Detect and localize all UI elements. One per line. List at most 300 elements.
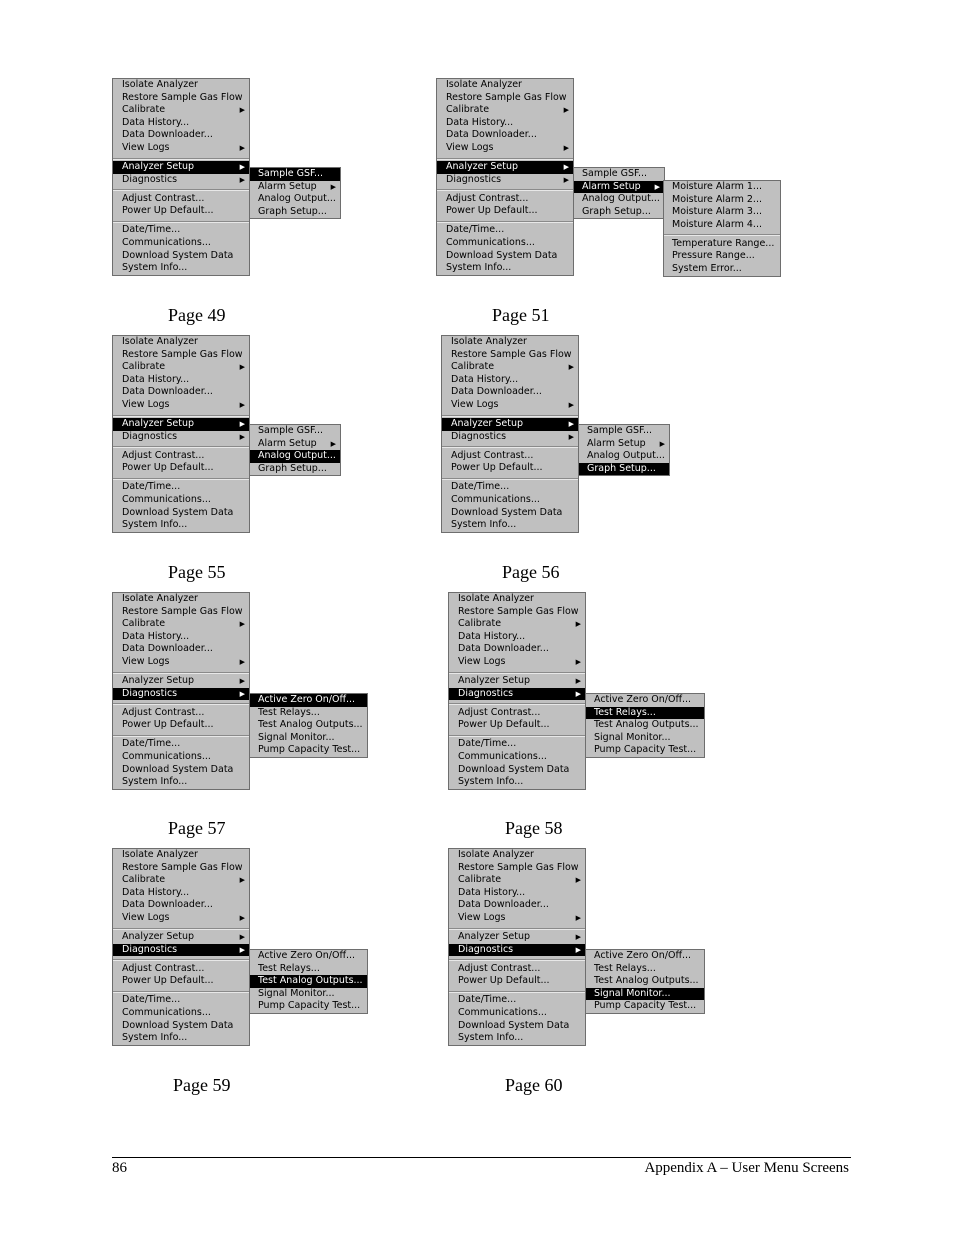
menu-item-diagnostics[interactable] — [442, 431, 578, 444]
menu-item-label: Data History... — [446, 116, 514, 128]
menu-item-label: Data Downloader... — [122, 386, 213, 398]
submenu-arrow-icon: ▶ — [563, 175, 569, 184]
submenu-arrow-icon: ▶ — [575, 620, 581, 629]
menu-item-label: Graph Setup... — [258, 205, 327, 217]
menu-item-data-downloader[interactable] — [442, 386, 578, 399]
menu-item-communications[interactable] — [449, 1007, 585, 1020]
diag-submenu — [249, 949, 368, 1014]
menu-item-label: View Logs — [122, 398, 170, 410]
menu-item-view-logs[interactable] — [449, 912, 585, 925]
menu-item-data-downloader[interactable] — [449, 643, 585, 656]
menu-item-moisture-alarm-2[interactable] — [664, 194, 780, 207]
submenu-arrow-icon: ▶ — [330, 182, 336, 191]
submenu-arrow-icon: ▶ — [239, 689, 245, 698]
menu-item-communications[interactable] — [113, 237, 249, 250]
menu-item-label: Power Up Default... — [458, 975, 550, 987]
menu-item-adjust-contrast[interactable] — [113, 193, 249, 206]
menu-item-alarm-setup[interactable] — [250, 181, 340, 194]
menu-item-system-info[interactable] — [113, 1032, 249, 1045]
menu-item-analog-output[interactable] — [574, 193, 664, 206]
menu-item-label: Adjust Contrast... — [122, 962, 205, 974]
menu-item-diagnostics[interactable] — [113, 174, 249, 187]
menu-item-label: Calibrate — [451, 361, 495, 373]
menu-item-date-time[interactable] — [113, 481, 249, 494]
menu-item-alarm-setup[interactable] — [579, 438, 669, 451]
menu-item-communications[interactable] — [113, 1007, 249, 1020]
menu-item-label: Isolate Analyzer — [458, 593, 534, 604]
menu-item-label: Adjust Contrast... — [451, 449, 534, 461]
menu-item-power-up-default[interactable] — [437, 205, 573, 218]
menu-item-data-downloader[interactable] — [449, 899, 585, 912]
menu-item-power-up-default[interactable] — [113, 462, 249, 475]
menu-item-label: Test Analog Outputs... — [258, 975, 363, 987]
menu-item-label: Communications... — [122, 751, 211, 763]
menu-item-test-analog-outputs[interactable] — [250, 719, 367, 732]
menu-item-label: Diagnostics — [122, 687, 178, 699]
menu-item-adjust-contrast[interactable] — [449, 963, 585, 976]
menu-item-moisture-alarm-3[interactable] — [664, 206, 780, 219]
menu-item-label: Date/Time... — [458, 994, 517, 1006]
menu-item-pump-capacity-test[interactable] — [250, 1000, 367, 1013]
menu-item-graph-setup[interactable] — [574, 206, 664, 219]
menu-item-data-history[interactable] — [113, 887, 249, 900]
menu-item-label: Test Relays... — [258, 706, 320, 718]
submenu-arrow-icon: ▶ — [575, 933, 581, 942]
submenu-arrow-icon: ▶ — [330, 439, 336, 448]
menu-item-label: View Logs — [122, 655, 170, 667]
submenu-arrow-icon: ▶ — [563, 143, 569, 152]
menu-item-label: Adjust Contrast... — [122, 192, 205, 204]
menu-item-label: Moisture Alarm 1... — [672, 181, 762, 192]
menu-item-label: Communications... — [451, 494, 540, 506]
menu-item-power-up-default[interactable] — [449, 719, 585, 732]
menu-item-date-time[interactable] — [449, 738, 585, 751]
figure-caption: Page 55 — [168, 562, 226, 582]
figure-caption: Page 49 — [168, 305, 226, 325]
menu-item-label: Adjust Contrast... — [458, 706, 541, 718]
main-menu — [448, 592, 586, 790]
menu-item-signal-monitor[interactable] — [586, 988, 704, 1001]
menu-item-label: Analyzer Setup — [122, 675, 195, 687]
menu-item-power-up-default[interactable] — [113, 719, 249, 732]
menu-item-download-system-data[interactable] — [113, 507, 249, 520]
menu-item-analyzer-setup[interactable] — [449, 931, 585, 944]
menu-item-label: Download System Data — [122, 249, 234, 261]
menu-item-system-info[interactable] — [449, 776, 585, 789]
menu-item-restore-sample-gas-flow[interactable] — [113, 349, 249, 362]
menu-item-data-downloader[interactable] — [437, 129, 573, 142]
menu-item-label: Adjust Contrast... — [446, 192, 529, 204]
menu-item-data-downloader[interactable] — [113, 899, 249, 912]
menu-item-label: Data Downloader... — [458, 899, 549, 911]
submenu-arrow-icon: ▶ — [575, 677, 581, 686]
menu-item-date-time[interactable] — [437, 224, 573, 237]
main-menu — [112, 848, 250, 1046]
menu-item-label: Download System Data — [451, 506, 563, 518]
menu-item-label: Test Analog Outputs... — [594, 975, 699, 987]
menu-item-label: Download System Data — [122, 763, 234, 775]
menu-item-label: Analyzer Setup — [122, 418, 195, 430]
menu-item-data-history[interactable] — [449, 887, 585, 900]
menu-item-adjust-contrast[interactable] — [437, 193, 573, 206]
menu-item-sample-gsf[interactable] — [579, 425, 669, 438]
menu-item-isolate-analyzer[interactable] — [449, 849, 585, 862]
menu-item-analyzer-setup[interactable] — [113, 675, 249, 688]
menu-item-label: Download System Data — [122, 506, 234, 518]
menu-item-sample-gsf[interactable] — [574, 168, 664, 181]
main-menu — [436, 78, 574, 276]
menu-item-label: Data History... — [122, 630, 190, 642]
menu-item-label: View Logs — [458, 655, 506, 667]
menu-item-graph-setup[interactable] — [250, 463, 340, 476]
menu-item-restore-sample-gas-flow[interactable] — [113, 862, 249, 875]
menu-item-communications[interactable] — [442, 494, 578, 507]
menu-item-diagnostics[interactable] — [113, 431, 249, 444]
menu-item-system-info[interactable] — [437, 262, 573, 275]
menu-item-system-info[interactable] — [113, 519, 249, 532]
menu-item-diagnostics[interactable] — [113, 688, 249, 701]
menu-item-date-time[interactable] — [113, 994, 249, 1007]
menu-item-restore-sample-gas-flow[interactable] — [442, 349, 578, 362]
menu-item-label: Power Up Default... — [122, 462, 214, 474]
menu-item-isolate-analyzer[interactable] — [113, 79, 249, 92]
menu-item-label: Test Analog Outputs... — [594, 719, 699, 731]
submenu-arrow-icon: ▶ — [659, 439, 665, 448]
submenu-arrow-icon: ▶ — [239, 657, 245, 666]
menu-item-diagnostics[interactable] — [449, 944, 585, 957]
menu-item-label: Isolate Analyzer — [122, 79, 198, 90]
menu-item-temperature-range[interactable] — [664, 238, 780, 251]
footer-section-title: Appendix A – User Menu Screens — [644, 1160, 849, 1176]
menu-item-download-system-data[interactable] — [442, 507, 578, 520]
menu-item-system-info[interactable] — [113, 262, 249, 275]
menu-item-label: Isolate Analyzer — [122, 336, 198, 347]
submenu-arrow-icon: ▶ — [575, 876, 581, 885]
menu-item-view-logs[interactable] — [113, 142, 249, 155]
menu-item-label: Download System Data — [458, 1019, 570, 1031]
menu-item-calibrate[interactable] — [113, 618, 249, 631]
menu-item-data-downloader[interactable] — [113, 129, 249, 142]
menu-item-signal-monitor[interactable] — [250, 732, 367, 745]
menu-item-test-analog-outputs[interactable] — [586, 719, 704, 732]
menu-item-isolate-analyzer[interactable] — [113, 336, 249, 349]
menu-item-view-logs[interactable] — [113, 656, 249, 669]
menu-item-download-system-data[interactable] — [113, 1020, 249, 1033]
menu-item-label: Moisture Alarm 2... — [672, 193, 762, 205]
main-menu — [448, 848, 586, 1046]
menu-item-adjust-contrast[interactable] — [113, 450, 249, 463]
menu-item-label: Pressure Range... — [672, 250, 755, 262]
menu-item-analyzer-setup[interactable] — [442, 418, 578, 431]
footer-page-number: 86 — [112, 1160, 127, 1176]
menu-item-active-zero-on-off[interactable] — [250, 950, 367, 963]
menu-item-label: Communications... — [458, 751, 547, 763]
menu-item-label: Adjust Contrast... — [122, 449, 205, 461]
menu-item-analyzer-setup[interactable] — [113, 931, 249, 944]
menu-item-isolate-analyzer[interactable] — [113, 849, 249, 862]
submenu-arrow-icon: ▶ — [575, 689, 581, 698]
menu-item-test-relays[interactable] — [250, 963, 367, 976]
menu-item-label: Power Up Default... — [446, 205, 538, 217]
menu-item-analog-output[interactable] — [250, 450, 340, 463]
submenu-arrow-icon: ▶ — [575, 913, 581, 922]
menu-item-isolate-analyzer[interactable] — [449, 593, 585, 606]
submenu-arrow-icon: ▶ — [239, 933, 245, 942]
menu-item-label: Analyzer Setup — [458, 675, 531, 687]
menu-item-pump-capacity-test[interactable] — [250, 744, 367, 757]
menu-item-label: Calibrate — [122, 618, 166, 630]
menu-item-system-info[interactable] — [113, 776, 249, 789]
menu-item-download-system-data[interactable] — [437, 250, 573, 263]
menu-item-label: Analyzer Setup — [122, 161, 195, 173]
menu-item-label: Power Up Default... — [122, 205, 214, 217]
menu-item-label: Power Up Default... — [122, 719, 214, 731]
menu-item-label: Graph Setup... — [258, 462, 327, 474]
menu-item-label: Data History... — [122, 886, 190, 898]
submenu-arrow-icon: ▶ — [568, 363, 574, 372]
menu-item-test-relays[interactable] — [586, 707, 704, 720]
menu-item-data-downloader[interactable] — [113, 386, 249, 399]
menu-item-label: Adjust Contrast... — [122, 706, 205, 718]
menu-item-isolate-analyzer[interactable] — [113, 593, 249, 606]
menu-item-calibrate[interactable] — [113, 361, 249, 374]
menu-item-view-logs[interactable] — [449, 656, 585, 669]
submenu-arrow-icon: ▶ — [568, 420, 574, 429]
menu-item-label: Sample GSF... — [582, 168, 648, 179]
menu-item-adjust-contrast[interactable] — [442, 450, 578, 463]
menu-item-calibrate[interactable] — [449, 874, 585, 887]
main-menu — [112, 592, 250, 790]
menu-item-analyzer-setup[interactable] — [113, 161, 249, 174]
figure-caption: Page 56 — [502, 562, 560, 582]
menu-item-system-info[interactable] — [442, 519, 578, 532]
menu-item-pump-capacity-test[interactable] — [586, 1000, 704, 1013]
menu-item-communications[interactable] — [113, 494, 249, 507]
footer-rule — [112, 1157, 851, 1158]
menu-item-graph-setup[interactable] — [250, 206, 340, 219]
menu-item-label: Restore Sample Gas Flow — [458, 861, 579, 873]
menu-item-date-time[interactable] — [442, 481, 578, 494]
menu-item-label: Calibrate — [458, 874, 502, 886]
menu-item-pump-capacity-test[interactable] — [586, 744, 704, 757]
menu-item-label: Moisture Alarm 3... — [672, 206, 762, 218]
menu-item-calibrate[interactable] — [442, 361, 578, 374]
menu-item-download-system-data[interactable] — [449, 764, 585, 777]
menu-item-moisture-alarm-1[interactable] — [664, 181, 780, 194]
menu-item-test-relays[interactable] — [250, 707, 367, 720]
menu-item-data-history[interactable] — [113, 374, 249, 387]
menu-item-label: Alarm Setup — [587, 437, 646, 449]
menu-item-label: Date/Time... — [446, 224, 505, 236]
menu-item-label: Communications... — [122, 1007, 211, 1019]
figure-caption: Page 57 — [168, 818, 226, 838]
menu-item-label: Test Relays... — [258, 962, 320, 974]
menu-item-label: Signal Monitor... — [594, 987, 671, 999]
menu-item-label: Data Downloader... — [122, 129, 213, 141]
menu-item-label: Temperature Range... — [672, 237, 775, 249]
menu-item-communications[interactable] — [437, 237, 573, 250]
menu-item-signal-monitor[interactable] — [586, 732, 704, 745]
menu-item-adjust-contrast[interactable] — [449, 707, 585, 720]
menu-item-download-system-data[interactable] — [449, 1020, 585, 1033]
menu-item-analyzer-setup[interactable] — [437, 161, 573, 174]
menu-item-label: Power Up Default... — [122, 975, 214, 987]
menu-item-label: Data History... — [122, 373, 190, 385]
setup-submenu — [249, 424, 341, 476]
menu-item-label: Data Downloader... — [446, 129, 537, 141]
menu-item-label: Power Up Default... — [451, 462, 543, 474]
menu-item-label: Isolate Analyzer — [451, 336, 527, 347]
menu-item-label: View Logs — [122, 911, 170, 923]
menu-item-power-up-default[interactable] — [113, 205, 249, 218]
menu-item-label: Data History... — [458, 630, 526, 642]
menu-item-view-logs[interactable] — [113, 912, 249, 925]
menu-item-label: Isolate Analyzer — [122, 593, 198, 604]
menu-item-label: Sample GSF... — [587, 425, 653, 436]
menu-item-view-logs[interactable] — [113, 399, 249, 412]
menu-item-restore-sample-gas-flow[interactable] — [449, 862, 585, 875]
menu-item-label: Analyzer Setup — [446, 161, 519, 173]
menu-item-label: Signal Monitor... — [258, 731, 335, 743]
menu-item-diagnostics[interactable] — [113, 944, 249, 957]
menu-item-diagnostics[interactable] — [437, 174, 573, 187]
menu-item-communications[interactable] — [113, 751, 249, 764]
menu-item-label: Diagnostics — [458, 943, 514, 955]
menu-item-analog-output[interactable] — [579, 450, 669, 463]
menu-item-label: Data Downloader... — [451, 386, 542, 398]
menu-item-restore-sample-gas-flow[interactable] — [449, 606, 585, 619]
menu-item-active-zero-on-off[interactable] — [586, 950, 704, 963]
menu-item-test-relays[interactable] — [586, 963, 704, 976]
menu-item-isolate-analyzer[interactable] — [437, 79, 573, 92]
menu-item-date-time[interactable] — [113, 224, 249, 237]
alarm-submenu — [663, 180, 781, 277]
menu-item-view-logs[interactable] — [437, 142, 573, 155]
menu-item-label: Power Up Default... — [458, 719, 550, 731]
menu-item-label: Pump Capacity Test... — [594, 1000, 697, 1012]
menu-item-calibrate[interactable] — [113, 874, 249, 887]
menu-item-analog-output[interactable] — [250, 193, 340, 206]
menu-item-data-history[interactable] — [113, 117, 249, 130]
menu-item-active-zero-on-off[interactable] — [586, 694, 704, 707]
menu-item-moisture-alarm-4[interactable] — [664, 219, 780, 232]
menu-item-active-zero-on-off[interactable] — [250, 694, 367, 707]
menu-item-label: Analog Output... — [258, 193, 336, 205]
menu-item-download-system-data[interactable] — [113, 764, 249, 777]
menu-item-power-up-default[interactable] — [113, 975, 249, 988]
menu-item-power-up-default[interactable] — [449, 975, 585, 988]
menu-item-label: Test Relays... — [594, 706, 656, 718]
menu-item-alarm-setup[interactable] — [250, 438, 340, 451]
menu-item-label: Isolate Analyzer — [458, 849, 534, 860]
menu-item-isolate-analyzer[interactable] — [442, 336, 578, 349]
submenu-arrow-icon: ▶ — [568, 400, 574, 409]
menu-item-download-system-data[interactable] — [113, 250, 249, 263]
menu-item-data-history[interactable] — [449, 631, 585, 644]
menu-item-label: Analyzer Setup — [451, 418, 524, 430]
menu-item-diagnostics[interactable] — [449, 688, 585, 701]
menu-item-system-info[interactable] — [449, 1032, 585, 1045]
menu-item-restore-sample-gas-flow[interactable] — [113, 92, 249, 105]
menu-item-sample-gsf[interactable] — [250, 425, 340, 438]
setup-submenu — [249, 167, 341, 219]
menu-item-adjust-contrast[interactable] — [113, 707, 249, 720]
menu-item-label: Analog Output... — [587, 450, 665, 462]
menu-item-restore-sample-gas-flow[interactable] — [113, 606, 249, 619]
menu-item-analyzer-setup[interactable] — [113, 418, 249, 431]
menu-item-label: Communications... — [122, 237, 211, 249]
menu-item-analyzer-setup[interactable] — [449, 675, 585, 688]
submenu-arrow-icon: ▶ — [239, 913, 245, 922]
menu-item-label: Date/Time... — [458, 738, 517, 750]
main-menu — [112, 335, 250, 533]
menu-item-label: Date/Time... — [122, 481, 181, 493]
menu-item-adjust-contrast[interactable] — [113, 963, 249, 976]
menu-item-pressure-range[interactable] — [664, 250, 780, 263]
menu-item-data-history[interactable] — [437, 117, 573, 130]
menu-item-label: Restore Sample Gas Flow — [122, 348, 243, 360]
menu-item-communications[interactable] — [449, 751, 585, 764]
menu-item-label: View Logs — [451, 398, 499, 410]
figure-caption: Page 58 — [505, 818, 563, 838]
menu-item-calibrate[interactable] — [449, 618, 585, 631]
menu-item-label: Calibrate — [446, 104, 490, 116]
menu-item-restore-sample-gas-flow[interactable] — [437, 92, 573, 105]
menu-item-label: Restore Sample Gas Flow — [446, 91, 567, 103]
menu-item-label: Pump Capacity Test... — [594, 744, 697, 756]
menu-item-label: Calibrate — [122, 361, 166, 373]
menu-item-data-downloader[interactable] — [113, 643, 249, 656]
menu-item-system-error[interactable] — [664, 263, 780, 276]
menu-item-test-analog-outputs[interactable] — [250, 975, 367, 988]
menu-item-data-history[interactable] — [113, 631, 249, 644]
menu-item-label: Communications... — [446, 237, 535, 249]
menu-item-graph-setup[interactable] — [579, 463, 669, 476]
menu-item-alarm-setup[interactable] — [574, 181, 664, 194]
diag-submenu — [249, 693, 368, 758]
menu-item-label: Restore Sample Gas Flow — [122, 605, 243, 617]
menu-item-date-time[interactable] — [449, 994, 585, 1007]
menu-item-label: Isolate Analyzer — [446, 79, 522, 90]
menu-item-test-analog-outputs[interactable] — [586, 975, 704, 988]
menu-item-calibrate[interactable] — [437, 104, 573, 117]
menu-item-date-time[interactable] — [113, 738, 249, 751]
menu-item-label: Date/Time... — [451, 481, 510, 493]
menu-item-calibrate[interactable] — [113, 104, 249, 117]
menu-item-label: Diagnostics — [451, 430, 507, 442]
menu-item-label: Analyzer Setup — [458, 931, 531, 943]
diag-submenu — [585, 949, 705, 1014]
menu-item-sample-gsf[interactable] — [250, 168, 340, 181]
submenu-arrow-icon: ▶ — [239, 620, 245, 629]
menu-item-label: Calibrate — [122, 874, 166, 886]
menu-item-label: Test Relays... — [594, 962, 656, 974]
menu-item-label: Data Downloader... — [122, 899, 213, 911]
menu-item-label: Moisture Alarm 4... — [672, 218, 762, 230]
menu-item-label: System Info... — [446, 262, 512, 274]
menu-item-label: System Info... — [458, 1032, 524, 1044]
menu-item-view-logs[interactable] — [442, 399, 578, 412]
menu-item-label: Download System Data — [122, 1019, 234, 1031]
menu-item-data-history[interactable] — [442, 374, 578, 387]
menu-item-signal-monitor[interactable] — [250, 988, 367, 1001]
menu-item-label: Active Zero On/Off... — [594, 950, 692, 961]
menu-item-power-up-default[interactable] — [442, 462, 578, 475]
menu-item-label: Diagnostics — [458, 687, 514, 699]
menu-item-label: Date/Time... — [122, 738, 181, 750]
menu-item-label: Pump Capacity Test... — [258, 1000, 361, 1012]
menu-item-label: Signal Monitor... — [258, 987, 335, 999]
